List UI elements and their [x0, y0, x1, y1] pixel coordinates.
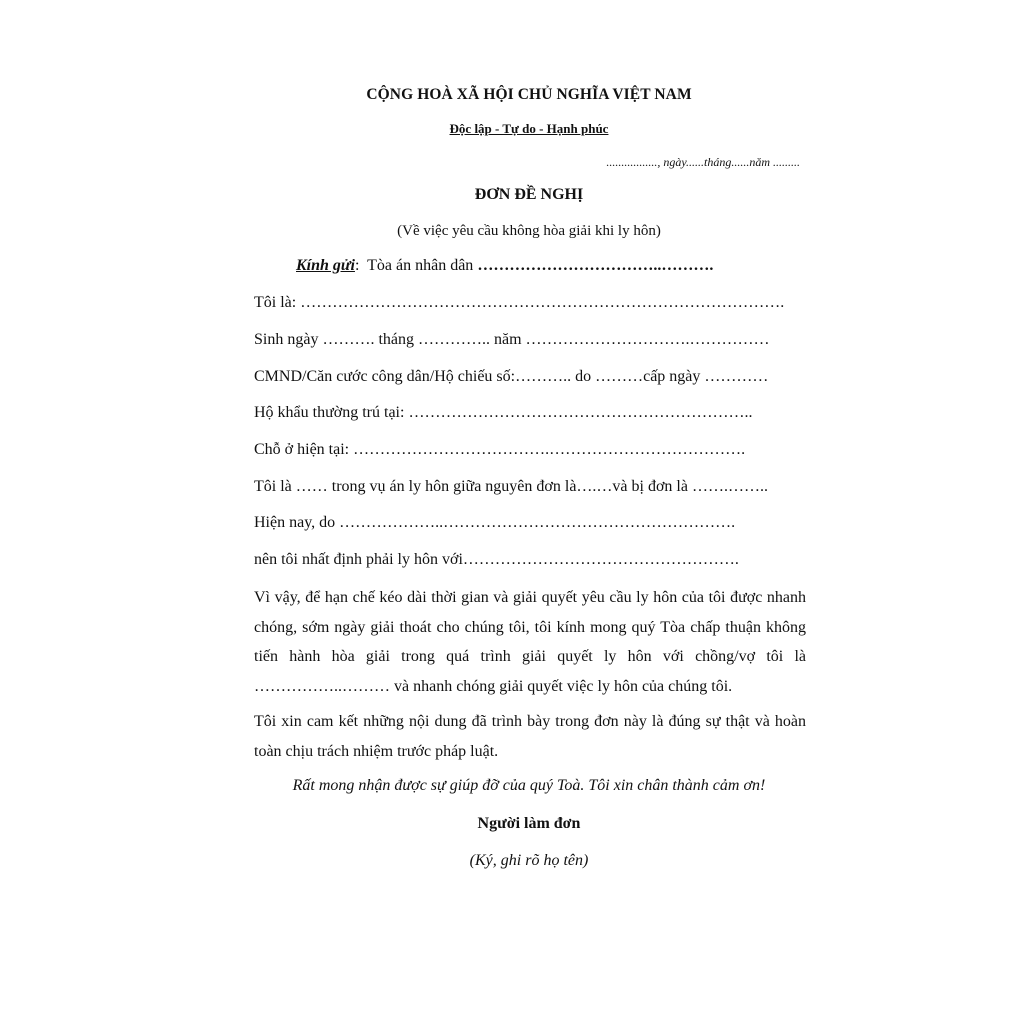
document-title: ĐƠN ĐỀ NGHỊ: [474, 186, 584, 203]
commitment-paragraph: Tôi xin cam kết những nội dung đã trình bày trong đơn này là đúng sự thật và hoàn toàn chịu trách nhiệm trước pháp luật.: [254, 713, 806, 760]
signer-title: Người làm đơn: [477, 815, 581, 832]
recipient-line: [296, 257, 713, 275]
request-paragraph: Vì vậy, để hạn chế kéo dài thời gian và giải quyết yêu cầu ly hôn của tôi được nhanh chóng, sớm ngày giải thoát cho chúng tôi, tôi kính mong quý Tòa chấp thuận không tiến hành hòa giải trong quá trình giải quyết ly hôn với chồng/vợ tôi là ……………..……… và nhanh chóng giải quyết việc ly hôn của chúng tôi.: [254, 589, 806, 695]
recipient-dots: ……………………………..……….: [477, 257, 714, 274]
document-subtitle: (Về việc yêu cầu không hòa giải khi ly hôn): [397, 223, 661, 239]
closing-line: Rất mong nhận được sự giúp đỡ của quý Toà. Tôi xin chân thành cảm ơn!: [292, 777, 766, 794]
field-current-residence: Chỗ ở hiện tại: ……………………………….……………………………….: [254, 441, 746, 458]
signature-note: (Ký, ghi rõ họ tên): [469, 852, 589, 869]
field-permanent-residence: Hộ khẩu thường trú tại: ………………………………………………………..: [254, 404, 753, 421]
field-id-number: CMND/Căn cước công dân/Hộ chiếu số:……….. do ………cấp ngày …………: [254, 368, 769, 385]
field-divorce-with: nên tôi nhất định phải ly hôn với…………………………………………….: [254, 551, 739, 568]
recipient-label: Kính gửi: [296, 257, 355, 274]
recipient-value: Tòa án nhân dân: [367, 257, 474, 274]
motto: Độc lập - Tự do - Hạnh phúc: [449, 121, 609, 136]
field-case-role: Tôi là …… trong vụ án ly hôn giữa nguyên đơn là….…và bị đơn là …….……..: [254, 478, 768, 495]
dateline: ................., ngày......tháng......năm .........: [606, 155, 800, 169]
national-title: CỘNG HOÀ XÃ HỘI CHỦ NGHĨA VIỆT NAM: [366, 86, 692, 103]
recipient-colon: :: [354, 257, 360, 274]
field-date-of-birth: Sinh ngày ………. tháng ………….. năm ………………………….……………: [254, 331, 770, 348]
field-reason: Hiện nay, do ………………..……………………………………………….: [254, 514, 736, 531]
field-full-name: Tôi là: ……………………………………………………………………………….: [254, 294, 785, 311]
